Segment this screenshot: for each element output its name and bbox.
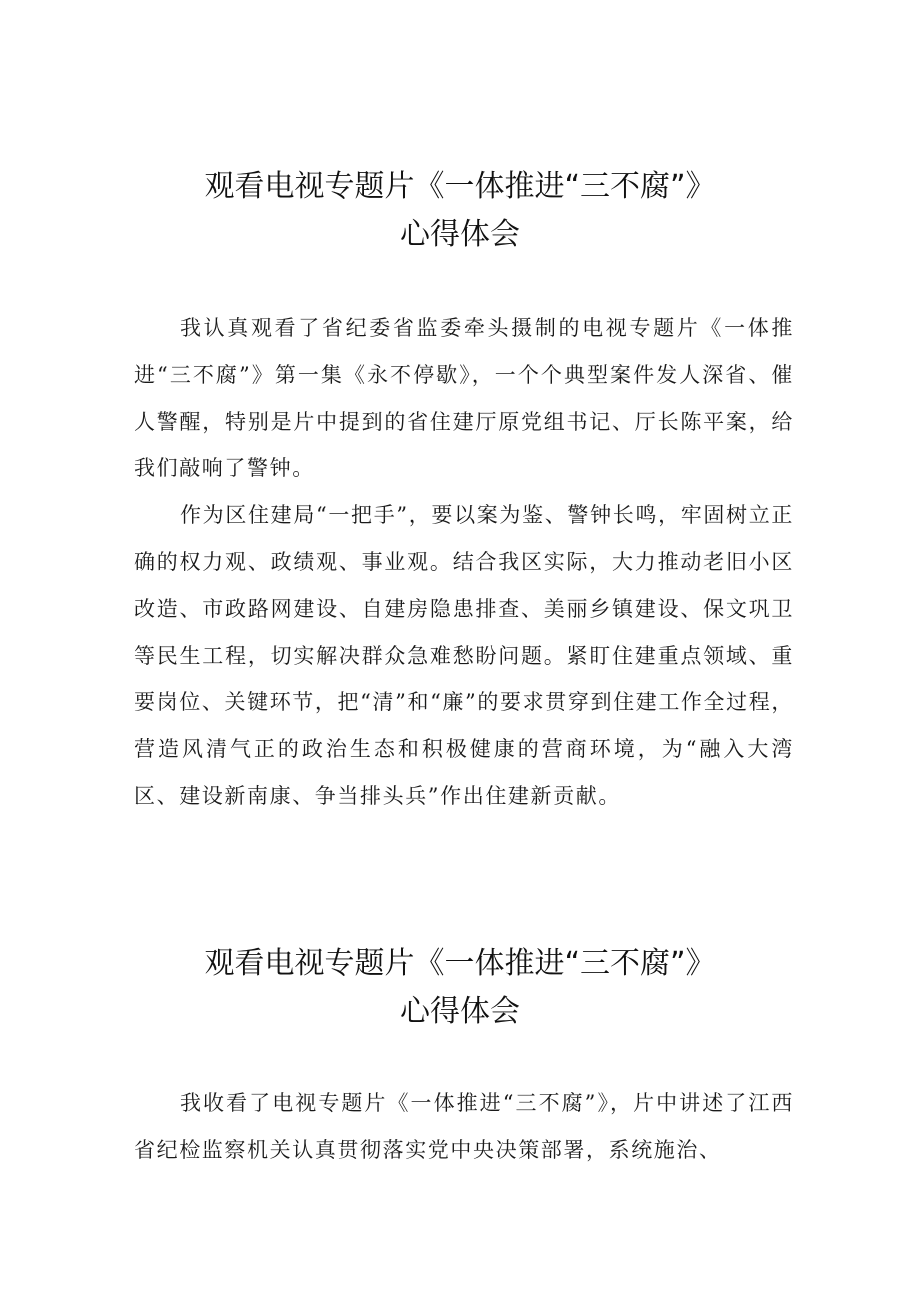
article-title-1-line2: 心得体会	[400, 217, 520, 252]
article-title-2-line1: 观看电视专题片《一体推进“三不腐”》	[204, 946, 716, 981]
article-body-1	[134, 305, 794, 820]
article-title-1	[130, 163, 790, 259]
article-2-paragraph-1: 我收看了电视专题片《一体推进“三不腐”》，片中讲述了江西省纪检监察机关认真贯彻落实党中央决策部署，系统施治、	[134, 1091, 794, 1162]
article-title-1-line1: 观看电视专题片《一体推进“三不腐”》	[204, 169, 716, 204]
article-body-2	[134, 1080, 794, 1174]
article-1-paragraph-1: 我认真观看了省纪委省监委牵头摄制的电视专题片《一体推进“三不腐”》第一集《永不停歇》，一个个典型案件发人深省、催人警醒，特别是片中提到的省住建厅原党组书记、厅长陈平案，给我们敲响了警钟。	[134, 316, 794, 481]
article-title-2-line2: 心得体会	[400, 994, 520, 1029]
article-title-2	[130, 940, 790, 1036]
article-1-paragraph-2: 作为区住建局“一把手”，要以案为鉴、警钟长鸣，牢固树立正确的权力观、政绩观、事业观。结合我区实际，大力推动老旧小区改造、市政路网建设、自建房隐患排查、美丽乡镇建设、保文巩卫等民生工程，切实解决群众急难愁盼问题。紧盯住建重点领域、重要岗位、关键环节，把“清”和“廉”的要求贯穿到住建工作全过程，营造风清气正的政治生态和积极健康的营商环境，为“融入大湾区、建设新南康、争当排头兵”作出住建新贡献。	[134, 503, 794, 808]
